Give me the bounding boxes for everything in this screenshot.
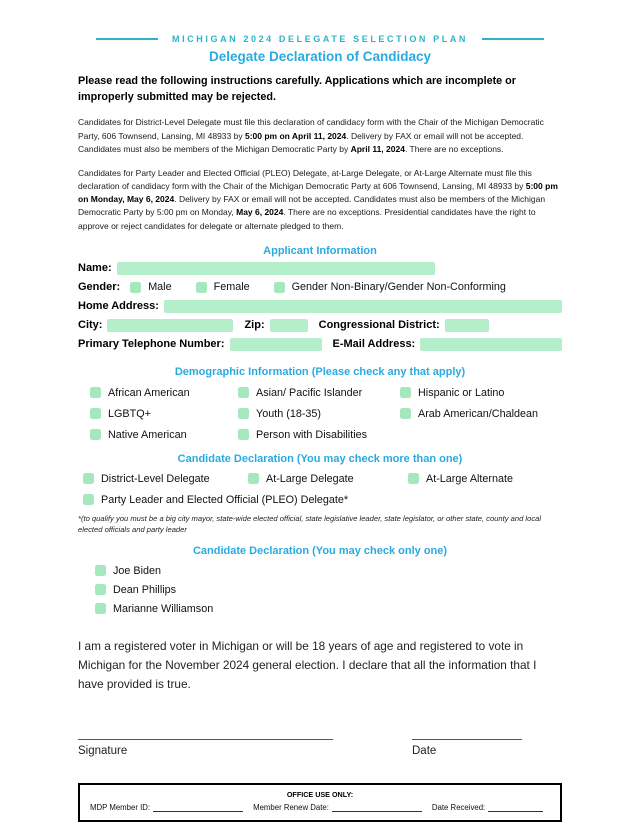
delegate-type-option xyxy=(408,473,562,485)
checkbox-label: African American xyxy=(108,386,190,399)
demographic-option xyxy=(400,408,562,420)
header-kicker: MICHIGAN 2024 DELEGATE SELECTION PLAN xyxy=(171,34,469,44)
header-divider-line-right xyxy=(482,38,544,40)
zip-input-field[interactable] xyxy=(270,319,308,332)
home-address-label: Home Address: xyxy=(78,300,159,313)
checkbox[interactable] xyxy=(90,429,101,440)
demographic-option xyxy=(400,387,562,399)
gender-option xyxy=(196,281,250,293)
header xyxy=(0,0,640,44)
checkbox[interactable] xyxy=(400,387,411,398)
section-heading-applicant: Applicant Information xyxy=(263,244,377,257)
checkbox[interactable] xyxy=(95,565,106,576)
checkbox[interactable] xyxy=(238,429,249,440)
email-label: E-Mail Address: xyxy=(332,338,416,351)
email-input-field[interactable] xyxy=(420,338,562,351)
congressional-district-input-field[interactable] xyxy=(445,319,489,332)
demographic-option xyxy=(238,387,400,399)
instructions-paragraph-1: Candidates for District-Level Delegate must file this declaration of candidacy form with the Chair of the Michigan Democratic Party, 606 Townsend, Lansing, MI 48933 by 5:00 pm on April 11, 2024. Delivery by FAX or email will not be accepted. Candidates must also be members of the Michigan Democratic Party by April 11, 2024. There are no exceptions. xyxy=(78,117,544,154)
office-field-label: Date Received: xyxy=(431,802,486,812)
checkbox[interactable] xyxy=(408,473,419,484)
office-use-field xyxy=(90,803,243,812)
instructions-paragraph-2: Candidates for Party Leader and Elected Official (PLEO) Delegate, at-Large Delegate, or At-Large Alternate must file this declaration of candidacy form with the Chair of the Michigan Democratic Party at 606 Townsend, Lansing, MI 48933 by 5:00 pm on Monday, May 6, 2024. Delivery by FAX or email will not be accepted. Candidates must also be members of the Michigan Democratic Party by 5:00 pm on Monday, May 6, 2024. There are no exceptions. Presidential candidates have the right to approve or reject candidates for delegate or alternate pledged to them. xyxy=(78,167,558,231)
city-label: City: xyxy=(78,319,103,332)
checkbox[interactable] xyxy=(130,282,141,293)
checkbox-label: Party Leader and Elected Official (PLEO) Delegate* xyxy=(101,493,349,506)
gender-options xyxy=(130,281,506,293)
name-input-field[interactable] xyxy=(117,262,435,275)
signature-block xyxy=(78,728,562,757)
office-use-title: OFFICE USE ONLY: xyxy=(286,789,354,799)
office-field-line[interactable] xyxy=(488,803,543,812)
checkbox[interactable] xyxy=(83,473,94,484)
checkbox[interactable] xyxy=(238,408,249,419)
signature-label: Signature xyxy=(78,744,128,757)
delegate-type-options xyxy=(83,473,562,506)
checkbox-label: Person with Disabilities xyxy=(256,428,368,441)
name-label: Name: xyxy=(78,262,112,275)
checkbox-label: Native American xyxy=(108,428,187,441)
demographic-option xyxy=(238,408,400,420)
office-field-label: MDP Member ID: xyxy=(90,802,151,812)
checkbox-label: LGBTQ+ xyxy=(108,407,151,420)
office-use-fields xyxy=(90,803,550,812)
delegate-type-option xyxy=(83,494,562,506)
office-use-field xyxy=(253,803,422,812)
signature-column xyxy=(78,728,333,757)
checkbox-label: Female xyxy=(213,281,250,294)
checkbox-label: Arab American/Chaldean xyxy=(418,407,539,420)
checkbox[interactable] xyxy=(400,408,411,419)
checkbox[interactable] xyxy=(274,282,285,293)
gender-row xyxy=(78,280,562,295)
office-field-line[interactable] xyxy=(332,803,422,812)
checkbox-label: Youth (18-35) xyxy=(256,407,322,420)
checkbox-label: Joe Biden xyxy=(113,564,162,577)
congressional-district-label: Congressional District: xyxy=(318,319,440,332)
city-zip-district-row xyxy=(78,318,562,333)
home-address-row xyxy=(78,299,562,314)
section-heading-demographics: Demographic Information (Please check any that apply) xyxy=(174,365,466,378)
demographic-option xyxy=(90,408,238,420)
demographic-options xyxy=(90,387,562,441)
presidential-candidate-option xyxy=(95,603,562,615)
gender-option xyxy=(274,281,506,293)
presidential-candidate-option xyxy=(95,565,562,577)
checkbox[interactable] xyxy=(95,603,106,614)
section-heading-candidate-declaration-single: Candidate Declaration (You may check only one) xyxy=(192,544,448,557)
checkbox[interactable] xyxy=(95,584,106,595)
form-title: Delegate Declaration of Candidacy xyxy=(208,49,432,64)
pleo-footnote: *(to qualify you must be a big city mayor, state-wide elected official, state legislative leader, state legislator, or other state, county and local elected officials and party leader xyxy=(78,513,542,535)
checkbox[interactable] xyxy=(90,387,101,398)
signature-line[interactable] xyxy=(78,728,333,740)
office-field-label: Member Renew Date: xyxy=(253,802,329,812)
zip-label: Zip: xyxy=(244,319,265,332)
presidential-candidate-option xyxy=(95,584,562,596)
checkbox[interactable] xyxy=(196,282,207,293)
demographic-option xyxy=(238,429,400,441)
voter-affirmation-text: I am a registered voter in Michigan or will be 18 years of age and registered to vote in Michigan for the November 2024 general election. I declare that all the information that I have provided is true. xyxy=(78,638,537,691)
date-column xyxy=(412,728,522,757)
delegate-type-option xyxy=(248,473,408,485)
phone-label: Primary Telephone Number: xyxy=(78,338,225,351)
checkbox[interactable] xyxy=(90,408,101,419)
delegate-type-option xyxy=(83,473,248,485)
date-line[interactable] xyxy=(412,728,522,740)
office-field-line[interactable] xyxy=(153,803,243,812)
phone-input-field[interactable] xyxy=(230,338,322,351)
checkbox[interactable] xyxy=(83,494,94,505)
presidential-candidate-options xyxy=(95,565,562,615)
name-row xyxy=(78,261,562,276)
demographic-option xyxy=(90,429,238,441)
checkbox-label: Asian/ Pacific Islander xyxy=(256,386,363,399)
gender-label: Gender: xyxy=(78,281,121,294)
checkbox-label: Marianne Williamson xyxy=(113,602,214,615)
phone-email-row xyxy=(78,337,562,352)
office-use-box xyxy=(78,783,562,822)
checkbox-label: At-Large Alternate xyxy=(426,472,514,485)
section-heading-candidate-declaration-multi: Candidate Declaration (You may check more than one) xyxy=(177,452,463,465)
checkbox[interactable] xyxy=(238,387,249,398)
gender-option xyxy=(130,281,171,293)
office-use-field xyxy=(432,803,543,812)
checkbox-label: Gender Non-Binary/Gender Non-Conforming xyxy=(291,281,506,294)
instructions-warning: Please read the following instructions carefully. Applications which are incomplete or improperly submitted may be rejected. xyxy=(78,75,516,104)
city-input-field[interactable] xyxy=(107,319,233,332)
checkbox-label: At-Large Delegate xyxy=(266,472,354,485)
header-divider-line-left xyxy=(96,38,158,40)
checkbox-label: District-Level Delegate xyxy=(101,472,210,485)
date-label: Date xyxy=(412,744,437,757)
checkbox[interactable] xyxy=(248,473,259,484)
checkbox-label: Hispanic or Latino xyxy=(418,386,505,399)
home-address-input-field[interactable] xyxy=(164,300,562,313)
checkbox-label: Dean Phillips xyxy=(113,583,177,596)
checkbox-label: Male xyxy=(148,281,172,294)
demographic-option xyxy=(90,387,238,399)
